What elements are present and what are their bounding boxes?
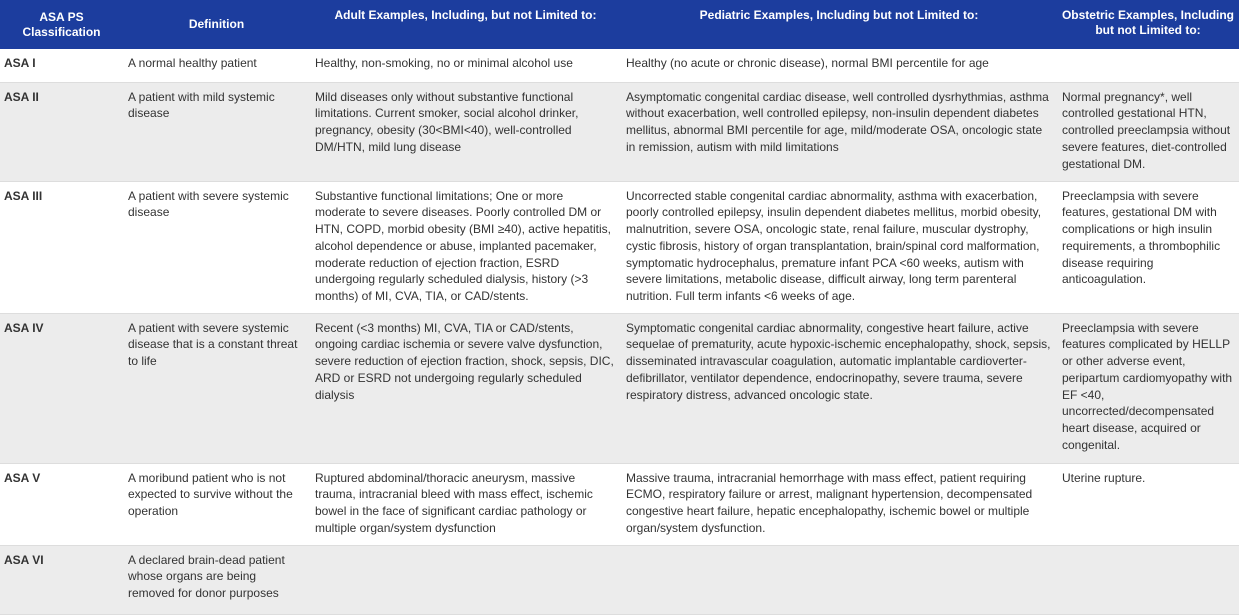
row-obstetric-examples: Normal pregnancy*, well controlled gestational HTN, controlled preeclampsia without severe features, diet-controlled gestational DM. — [1057, 82, 1239, 181]
row-pediatric-examples: Symptomatic congenital cardiac abnormality, congestive heart failure, active sequelae of prematurity, acute hypoxic-ischemic encephalopathy, shock, sepsis, disseminated intravascular coagulation, automatic implantable cardioverter-defibrillator, ventilator dependence, endocrinopathy, severe trauma, severe respiratory distress, advanced oncologic state. — [621, 313, 1057, 463]
header-definition: Definition — [123, 0, 310, 49]
row-definition: A moribund patient who is not expected to survive without the operation — [123, 463, 310, 545]
row-adult-examples: Recent (<3 months) MI, CVA, TIA or CAD/stents, ongoing cardiac ischemia or severe valve dysfunction, severe reduction of ejection fraction, shock, sepsis, DIC, ARD or ESRD not undergoing regularly scheduled dialysis — [310, 313, 621, 463]
row-adult-examples: Substantive functional limitations; One or more moderate to severe diseases. Poorly controlled DM or HTN, COPD, morbid obesity (BMI ≥40), active hepatitis, alcohol dependence or abuse, implanted pacemaker, moderate reduction of ejection fraction, ESRD undergoing regularly scheduled dialysis, history (>3 months) of MI, CVA, TIA, or CAD/stents. — [310, 181, 621, 313]
row-obstetric-examples — [1057, 49, 1239, 82]
table-row — [0, 545, 1239, 614]
table-row — [0, 82, 1239, 181]
table-row — [0, 463, 1239, 545]
row-adult-examples: Mild diseases only without substantive functional limitations. Current smoker, social alcohol drinker, pregnancy, obesity (30<BMI<40), well-controlled DM/HTN, mild lung disease — [310, 82, 621, 181]
row-classification: ASA IV — [0, 313, 123, 463]
header-pediatric-examples: Pediatric Examples, Including but not Limited to: — [621, 0, 1057, 49]
row-classification: ASA I — [0, 49, 123, 82]
row-classification: ASA II — [0, 82, 123, 181]
row-pediatric-examples: Healthy (no acute or chronic disease), normal BMI percentile for age — [621, 49, 1057, 82]
row-definition: A patient with mild systemic disease — [123, 82, 310, 181]
row-definition: A normal healthy patient — [123, 49, 310, 82]
header-adult-examples: Adult Examples, Including, but not Limited to: — [310, 0, 621, 49]
header-classification: ASA PS Classification — [0, 0, 123, 49]
header-obstetric-examples: Obstetric Examples, Including but not Limited to: — [1057, 0, 1239, 49]
table-row — [0, 49, 1239, 82]
row-pediatric-examples: Massive trauma, intracranial hemorrhage with mass effect, patient requiring ECMO, respiratory failure or arrest, malignant hypertension, decompensated congestive heart failure, hepatic encephalopathy, ischemic bowel or multiple organ/system dysfunction. — [621, 463, 1057, 545]
table-header — [0, 0, 1239, 49]
row-adult-examples: Healthy, non-smoking, no or minimal alcohol use — [310, 49, 621, 82]
table-row — [0, 181, 1239, 313]
table-row — [0, 313, 1239, 463]
row-obstetric-examples — [1057, 545, 1239, 614]
row-classification: ASA VI — [0, 545, 123, 614]
row-classification: ASA III — [0, 181, 123, 313]
row-pediatric-examples — [621, 545, 1057, 614]
row-pediatric-examples: Uncorrected stable congenital cardiac abnormality, asthma with exacerbation, poorly controlled epilepsy, insulin dependent diabetes mellitus, morbid obesity, malnutrition, severe OSA, oncologic state, renal failure, muscular dystrophy, cystic fibrosis, history of organ transplantation, brain/spinal cord malformation, symptomatic hydrocephalus, premature infant PCA <60 weeks, autism with severe limitations, metabolic disease, difficult airway, long term parenteral nutrition. Full term infants <6 weeks of age. — [621, 181, 1057, 313]
row-definition: A declared brain-dead patient whose organs are being removed for donor purposes — [123, 545, 310, 614]
row-obstetric-examples: Preeclampsia with severe features complicated by HELLP or other adverse event, peripartum cardiomyopathy with EF <40, uncorrected/decompensated heart disease, acquired or congenital. — [1057, 313, 1239, 463]
row-definition: A patient with severe systemic disease — [123, 181, 310, 313]
row-definition: A patient with severe systemic disease that is a constant threat to life — [123, 313, 310, 463]
row-adult-examples — [310, 545, 621, 614]
table-body — [0, 49, 1239, 614]
row-classification: ASA V — [0, 463, 123, 545]
row-obstetric-examples: Preeclampsia with severe features, gestational DM with complications or high insulin requirements, a thrombophilic disease requiring anticoagulation. — [1057, 181, 1239, 313]
header-row — [0, 0, 1239, 49]
row-pediatric-examples: Asymptomatic congenital cardiac disease, well controlled dysrhythmias, asthma without exacerbation, well controlled epilepsy, non-insulin dependent diabetes mellitus, abnormal BMI percentile for age, mild/moderate OSA, oncologic state in remission, autism with mild limitations — [621, 82, 1057, 181]
row-adult-examples: Ruptured abdominal/thoracic aneurysm, massive trauma, intracranial bleed with mass effect, ischemic bowel in the face of significant cardiac pathology or multiple organ/system dysfunction — [310, 463, 621, 545]
row-obstetric-examples: Uterine rupture. — [1057, 463, 1239, 545]
